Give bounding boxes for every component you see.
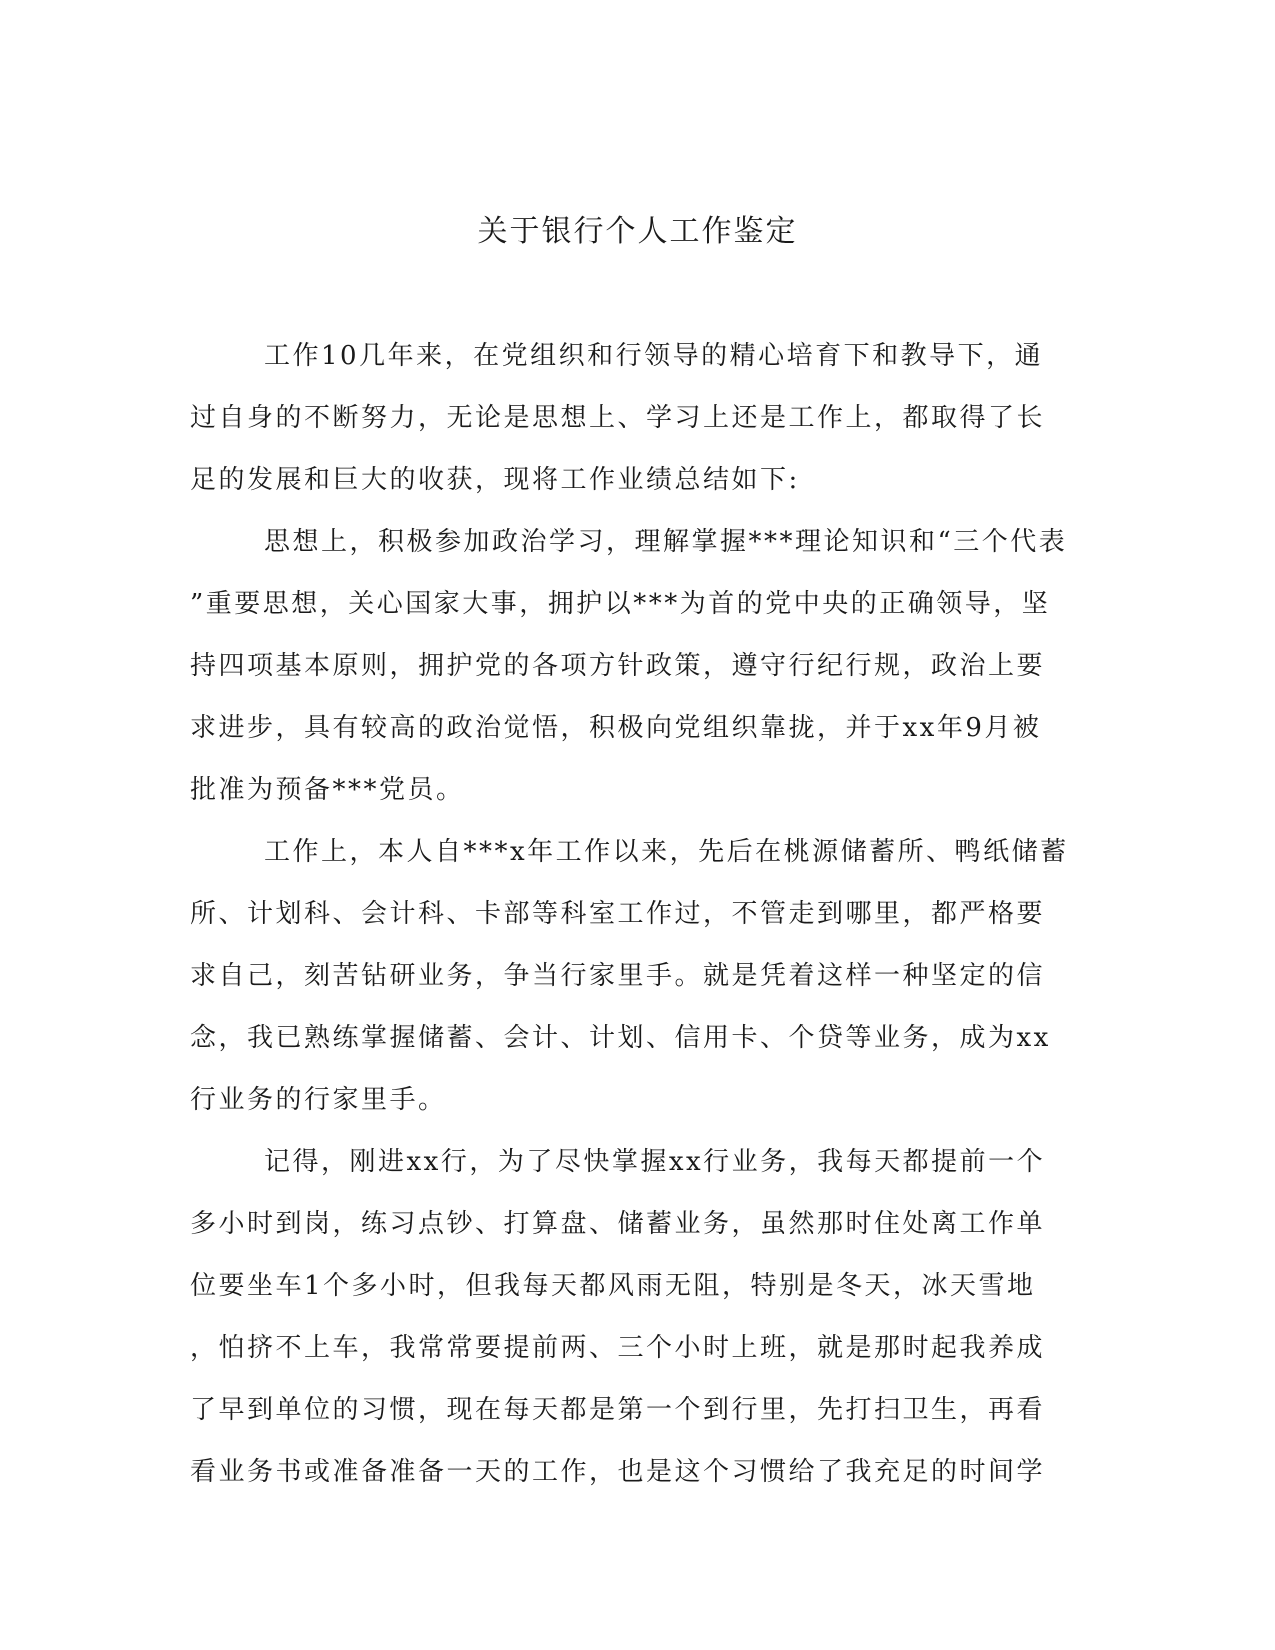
paragraph-first-line: 工作上，本人自***x年工作以来，先后在桃源储蓄所、鸭纸储蓄 xyxy=(264,837,1069,867)
paragraph-line: 看业务书或准备准备一天的工作，也是这个习惯给了我充足的时间学 xyxy=(190,1457,1046,1487)
paragraph-line: 持四项基本原则，拥护党的各项方针政策，遵守行纪行规，政治上要 xyxy=(190,651,1046,681)
paragraph-first-line: 记得，刚进xx行，为了尽快掌握xx行业务，我每天都提前一个 xyxy=(264,1147,1046,1177)
paragraph-line: 过自身的不断努力，无论是思想上、学习上还是工作上，都取得了长 xyxy=(190,403,1046,433)
paragraph-line: 所、计划科、会计科、卡部等科室工作过，不管走到哪里，都严格要 xyxy=(190,899,1046,929)
paragraph-line: 求自己，刻苦钻研业务，争当行家里手。就是凭着这样一种坚定的信 xyxy=(190,961,1046,991)
paragraph-line: ”重要思想，关心国家大事，拥护以***为首的党中央的正确领导，坚 xyxy=(190,589,1051,619)
paragraph-line: ，怕挤不上车，我常常要提前两、三个小时上班，就是那时起我养成 xyxy=(190,1333,1046,1363)
paragraph-line: 批准为预备***党员。 xyxy=(190,775,465,805)
document-body xyxy=(190,325,1080,1503)
paragraph-first-line: 工作10几年来，在党组织和行领导的精心培育下和教导下，通 xyxy=(264,341,1044,371)
paragraph-line: 位要坐车1个多小时，但我每天都风雨无阻，特别是冬天，冰天雪地 xyxy=(190,1271,1036,1301)
paragraph-line: 求进步，具有较高的政治觉悟，积极向党组织靠拢，并于xx年9月被 xyxy=(190,713,1042,743)
paragraph-line: 行业务的行家里手。 xyxy=(190,1085,447,1115)
paragraph-line: 多小时到岗，练习点钞、打算盘、储蓄业务，虽然那时住处离工作单 xyxy=(190,1209,1046,1239)
paragraph-line: 了早到单位的习惯，现在每天都是第一个到行里，先打扫卫生，再看 xyxy=(190,1395,1046,1425)
document-title: 关于银行个人工作鉴定 xyxy=(477,214,798,249)
paragraph-line: 足的发展和巨大的收获，现将工作业绩总结如下: xyxy=(190,465,800,495)
paragraph-first-line: 思想上，积极参加政治学习，理解掌握***理论知识和“三个代表 xyxy=(264,527,1068,557)
paragraph-line: 念，我已熟练掌握储蓄、会计、计划、信用卡、个贷等业务，成为xx xyxy=(190,1023,1051,1053)
